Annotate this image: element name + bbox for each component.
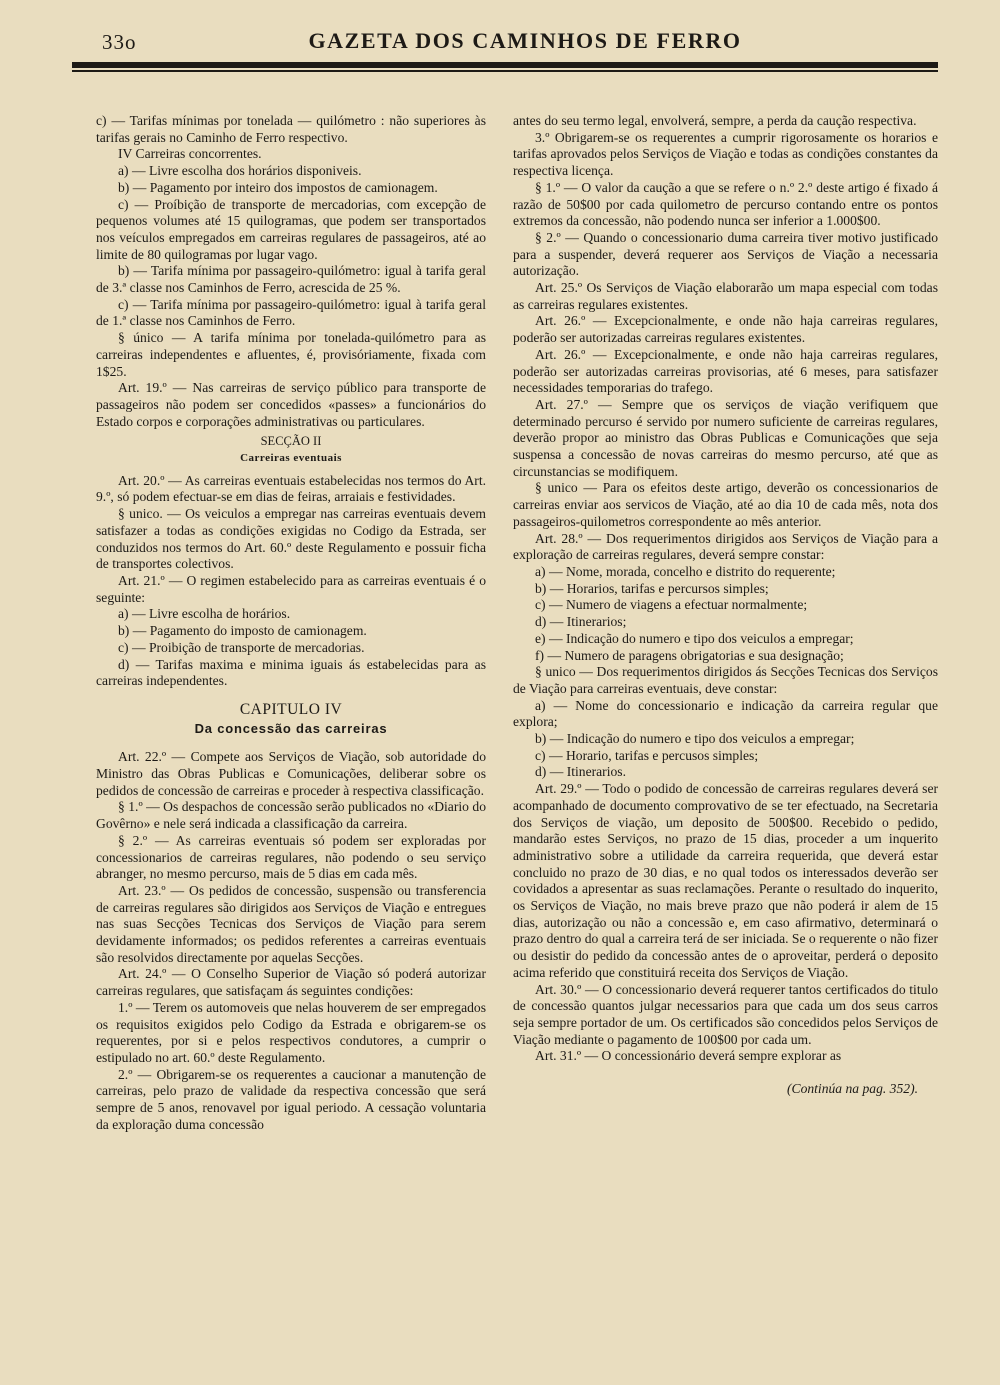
paragraph: IV Carreiras concorrentes. [118, 146, 262, 162]
header-rule-thin [72, 70, 938, 72]
paragraph: § 1.º — O valor da caução a que se refere o n.º 2.º deste artigo é fixado á razão de 50$00 por cada quilometro de percurso contando entre os pontos extremos da concessão, não podendo nunca ser inferior a 1.000$00. [513, 179, 938, 229]
chapter-heading: CAPITULO IV [239, 700, 343, 718]
paragraph: Art. 20.º — As carreiras eventuais estabelecidas nos termos do Art. 9.º, só podem efectuar-se em dias de feiras, arraiais e festividades. [96, 472, 486, 505]
paragraph: d) — Tarifas maxima e minima iguais ás estabelecidas para as carreiras independentes. [96, 656, 486, 689]
paragraph: 1.º — Terem os automoveis que nelas houverem de ser empregados os requisitos exigidos pelo Codigo da Estrada e obrigarem-se os requerentes, por si e pelos respectivos condutores, a cumprir o estipulado no art. 60.º deste Regulamento. [96, 999, 486, 1065]
paragraph: Art. 26.º — Excepcionalmente, e onde não haja carreiras regulares, poderão ser autorizadas carreiras regulares existentes. [513, 313, 938, 346]
paragraph: c) — Horario, tarifas e percusos simples; [535, 747, 759, 763]
paragraph: Art. 30.º — O concessionario deverá requerer tantos certificados do titulo de concessão quantos julgar necessarios para que cada um dos seus carros seja sempre portador de um. Os certificados são concedidos pelos Serviços de Viação mediante o pagamento de 100$00 por cada um. [513, 981, 938, 1047]
paragraph: f) — Numero de paragens obrigatorias e sua designação; [535, 647, 844, 663]
page-header [72, 26, 938, 56]
paragraph: d) — Itinerarios. [535, 764, 626, 780]
paragraph: § unico. — Os veiculos a empregar nas carreiras eventuais devem satisfazer a todas as condições exigidas no Codigo da Estrada, ser conduzidos nos termos do Art. 60.º deste Regulamento e possuir ficha de transportes colectivos. [96, 506, 486, 572]
paragraph: Art. 21.º — O regimen estabelecido para as carreiras eventuais é o seguinte: [96, 572, 486, 605]
paragraph: § unico — Para os efeitos deste artigo, deverão os concessionarios de carreiras enviar aos servicos de Viação, até ao dia 10 de cada mês, nota dos passageiros-quilometros correspondente ao mês anterior. [513, 480, 938, 529]
paragraph: c) — Tarifas mínimas por tonelada — quilómetro : não superiores às tarifas gerais no Caminho de Ferro respectivo. [96, 113, 486, 145]
chapter-subheading: Da concessão das carreiras [194, 720, 388, 736]
paragraph: e) — Indicação do numero e tipo dos veiculos a empregar; [535, 630, 854, 646]
paragraph: c) — Proíbição de transporte de mercadorias, com excepção de pequenos volumes até 15 quilogramas, que podem ser transportados nos veículos empregados em carreiras regulares de passageiros, até ao limite de 80 quilogramas por lugar vago. [96, 196, 486, 262]
paragraph: b) — Horarios, tarifas e percursos simples; [535, 580, 769, 596]
paragraph: § 2.º — Quando o concessionario duma carreira tiver motivo justificado para a suspender, deverá requerer aos Serviços de Viação a necessaria autorização. [513, 229, 938, 279]
right-column [513, 113, 938, 1098]
paragraph: Art. 19.º — Nas carreiras de serviço público para transporte de passageiros não podem ser concedidos «passes» a funcionários do Estado corpos e corporações administrativas ou particulares. [96, 380, 486, 429]
paragraph: b) — Pagamento por inteiro dos impostos de camionagem. [118, 179, 438, 195]
paragraph: a) — Livre escolha dos horários disponiveis. [118, 163, 362, 179]
section-heading: SECÇÃO II [260, 434, 322, 449]
left-column [96, 113, 486, 1133]
section-subheading: Carreiras eventuais [240, 452, 342, 465]
paragraph: § unico — Dos requerimentos dirigidos ás Secções Tecnicas dos Serviços de Viação para carreiras eventuais, deve constar: [513, 664, 938, 696]
paragraph: b) — Tarifa mínima por passageiro-quilómetro: igual à tarifa geral de 3.ª classe nos Caminhos de Ferro, acrescida de 25 %. [96, 263, 486, 296]
paragraph: b) — Indicação do numero e tipo dos veiculos a empregar; [535, 731, 855, 747]
paragraph: c) — Tarifa mínima por passageiro-quilómetro: igual à tarifa geral de 1.ª classe nos Caminhos de Ferro. [96, 296, 486, 329]
paragraph: Art. 31.º — O concessionário deverá sempre explorar as [535, 1048, 842, 1064]
paragraph: Art. 25.º Os Serviços de Viação elaborarão um mapa especial com todas as carreiras regulares existentes. [513, 280, 938, 312]
paragraph: § único — A tarifa mínima por tonelada-quilómetro para as carreiras independentes e afluentes, é, provisóriamente, fixada com 1$25. [96, 330, 486, 379]
paragraph: c) — Numero de viagens a efectuar normalmente; [535, 597, 808, 613]
paragraph: antes do seu termo legal, envolverá, sempre, a perda da caução respectiva. [513, 113, 917, 128]
paragraph: a) — Livre escolha de horários. [118, 606, 291, 622]
paragraph: § 2.º — As carreiras eventuais só podem ser exploradas por concessionarios de carreiras regulares, não podendo o seu serviço abranger, no mesmo percurso, mais de 5 dias em cada mês. [96, 832, 486, 882]
paragraph: Art. 27.º — Sempre que os serviços de viação verifiquem que determinado percurso é servido por numero suficiente de carreiras regulares, deverão propor ao ministro das Obras Publicas e Comunicações que seja suspensa a concessão de novas carreiras do mesmo percurso, até que as circunstancias se modifiquem. [513, 396, 938, 479]
paragraph: a) — Nome do concessionario e indicação da carreira regular que explora; [513, 697, 938, 730]
page-number: 33o [102, 30, 137, 54]
paragraph: c) — Proibição de transporte de mercadorias. [118, 639, 365, 655]
paragraph: Art. 23.º — Os pedidos de concessão, suspensão ou transferencia de carreiras regulares são dirigidos aos Serviços de Viação e entregues nas suas Secções Tecnicas dos Serviços de Viação para serem devidamente informados; os pedidos referentes a carreiras eventuais são resolvidos directamente por aquelas Secções. [96, 882, 486, 965]
paragraph: Art. 29.º — Todo o podido de concessão de carreiras regulares deverá ser acompanhado de documento comprovativo de se ter efectuado, na Secretaria dos Serviços de viação, um deposito de 500$00. Recebido o pedido, mandarão estes Serviços, no prazo de 15 dias, proceder a um inquerito administrativo sobre a utilidade da carreira requerida, que deverá estar concluido no prazo de 30 dias, e no qual todos os interessados deverão ser covidados a apresentar as suas reclamações. Perante o resultado do inquerito, os Serviços de Viação, no mais breve prazo que não poderá ir alem de 15 dias, autorização ou não a concessão e, em caso afirmativo, determinará o prazo dentro do qual a carreira terá de ser iniciada. Se o requerente o não fizer ou desistir do pedido da concessão antes de o aproveitar, perderá o deposito acima referido que constituirá receita dos Serviços de Viação. [513, 781, 938, 980]
paragraph: § 1.º — Os despachos de concessão serão publicados no «Diario do Govêrno» e nele será indicada a classificação da carreira. [96, 799, 486, 832]
paragraph: Art. 24.º — O Conselho Superior de Viação só poderá autorizar carreiras regulares, que satisfaçam ás seguintes condições: [96, 966, 486, 999]
paragraph: b) — Pagamento do imposto de camionagem. [118, 623, 367, 639]
paragraph: Art. 26.º — Excepcionalmente, e onde não haja carreiras regulares, poderão ser autorizadas carreiras provisorias, até 6 meses, para satisfazer necessidades temporarias do trafego. [513, 346, 938, 396]
paragraph: Art. 28.º — Dos requerimentos dirigidos aos Serviços de Viação para a exploração de carreiras regulares, deverá sempre constar: [513, 530, 938, 563]
header-rule-thick [72, 62, 938, 68]
paragraph: d) — Itinerarios; [535, 614, 627, 630]
paragraph: a) — Nome, morada, concelho e distrito do requerente; [535, 563, 836, 579]
journal-title: GAZETA DOS CAMINHOS DE FERRO [308, 28, 742, 53]
paragraph: Art. 22.º — Compete aos Serviços de Viação, sob autoridade do Ministro das Obras Publicas e Comunicações, deliberar sobre os pedidos de concessão de carreiras e proceder à respectiva classificação. [96, 749, 486, 798]
paragraph: 2.º — Obrigarem-se os requerentes a caucionar a manutenção de carreiras, pelo prazo de validade da respectiva concessão que será sempre de 5 anos, renovavel por igual periodo. A cessação voluntaria da exploração duma concessão [96, 1066, 486, 1132]
paragraph: 3.º Obrigarem-se os requerentes a cumprir rigorosamente os horarios e tarifas aprovados pelos Serviços de Viação e todas as condições constantes da respectiva licença. [513, 129, 938, 179]
continuation-note: (Continúa na pag. 352). [786, 1081, 918, 1097]
